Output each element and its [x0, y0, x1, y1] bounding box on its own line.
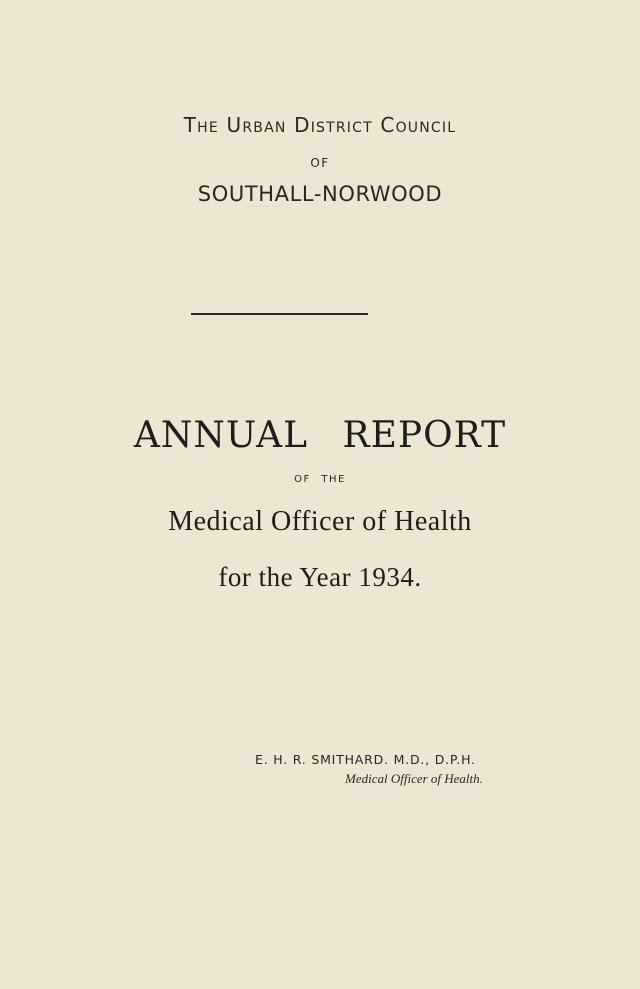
- council-heading: The Urban District Council: [183, 113, 457, 137]
- author-title: Medical Officer of Health.: [345, 771, 483, 786]
- author-name: E. H. R. SMITHARD. M.D., D.P.H.: [255, 752, 476, 767]
- report-title: ANNUAL REPORT: [133, 415, 507, 456]
- report-year-line: for the Year 1934.: [218, 562, 422, 592]
- divider-rule: [191, 313, 368, 315]
- report-of-the: OF THE: [294, 474, 346, 485]
- council-name: SOUTHALL-NORWOOD: [197, 182, 443, 206]
- report-officer-line: Medical Officer of Health: [168, 506, 472, 537]
- council-of: OF: [310, 156, 330, 170]
